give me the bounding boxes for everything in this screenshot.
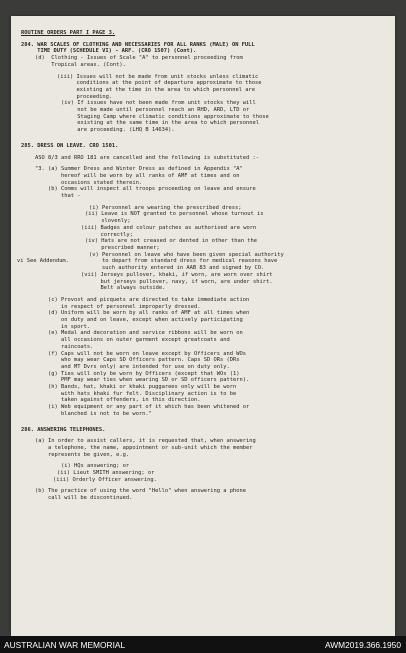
item-284-title-cont: TIME DUTY (SCHEDULE VI) - ARF. (CRO 1507) (Cont). bbox=[21, 48, 197, 55]
item-285-e-line: raincoats. bbox=[35, 343, 94, 350]
item-285-b-ii: slovenly; bbox=[85, 218, 131, 225]
item-285-b-v: such authority entered in AAB 83 and signed by CO. bbox=[89, 265, 265, 272]
item-285-e-line: (e) Medal and decoration and service ribbons will be worn on bbox=[35, 330, 243, 337]
item-285-b-iii: (iii) Badges and colour patches as authorised are worn bbox=[81, 224, 257, 231]
item-285-d-line: on duty and on leave, except when actively participating bbox=[35, 317, 243, 324]
item-284-iii-line: existing at the time in the area to which personnel are bbox=[57, 86, 255, 93]
item-285-f-line: and MT Dvrs only) are intended for use on duty only. bbox=[35, 363, 230, 370]
item-285-i-line: blanched is not to be worn." bbox=[35, 410, 152, 417]
item-286-a-line: a telephone, the name, appointment or sub-unit which the member bbox=[35, 444, 253, 451]
item-285-b-line: (b) Comms will inspect all troops proceeding on leave and ensure bbox=[35, 186, 256, 193]
item-285-b-iv: (iv) Hats are not creased or dented in other than the bbox=[85, 238, 258, 245]
item-284-iv-line: Staging Camp where climatic conditions approximate to those bbox=[61, 113, 269, 120]
item-284-d-line: (d) Clothing - Issues of Scale "A" to personnel proceeding from bbox=[35, 55, 243, 62]
item-285-h-line: with hats khaki fur felt. Disciplinary action is to be bbox=[35, 390, 237, 397]
item-284-iv-line: are proceeding. (LHQ B 14634). bbox=[61, 127, 175, 134]
item-284-iii-line: conditions at the point of departure approximate to those bbox=[57, 80, 262, 87]
item-285-a-line: hereof will be worn by all ranks of AMF at times and on bbox=[35, 172, 240, 179]
item-284-d-line: Tropical areas. (Cont). bbox=[35, 61, 126, 68]
item-285-b-i: (i) Personnel are wearing the prescribed dress; bbox=[89, 204, 242, 211]
item-285-a-line: "3. (a) Summer Dress and Winter Dress as defined in Appendix "A" bbox=[35, 166, 243, 173]
item-286-a-line: represents be given, e.g. bbox=[35, 451, 130, 458]
archive-footer-bar bbox=[0, 636, 406, 653]
item-285-g-line: (g) Ties will only be worn by Officers (except that WOs (1) bbox=[35, 370, 240, 377]
item-286-a-ii: (ii) Lieut SMITH answering; or bbox=[57, 470, 155, 477]
document-page bbox=[11, 16, 395, 636]
item-285-b-vii: but jerseys pullover, navy, if worn, are under shirt. bbox=[81, 278, 273, 285]
item-285-title: 285. DRESS ON LEAVE. CRO 1501. bbox=[21, 142, 119, 149]
item-285-h-line: taken against offenders, in this direction. bbox=[35, 397, 201, 404]
item-286-a-iii: (iii) Orderly Officer answering. bbox=[53, 476, 157, 483]
item-284-iv-line: existing at the same time in the area to which personnel bbox=[61, 120, 259, 127]
item-286-title: 286. ANSWERING TELEPHONES. bbox=[21, 426, 106, 433]
item-285-c-line: in respect of personnel improperly dressed. bbox=[35, 303, 201, 310]
item-285-d-line: in sport. bbox=[35, 323, 91, 330]
item-286-b-line: call will be discontinued. bbox=[35, 495, 133, 502]
item-286-a-line: (a) In order to assist callers, it is requested that, when answering bbox=[35, 438, 256, 445]
item-285-e-line: all occasions on outer garment except greatcoats and bbox=[35, 337, 230, 344]
item-285-c-line: (c) Provost and picquets are directed to take immediate action bbox=[35, 296, 250, 303]
item-285-h-line: (h) Bands, hat, khaki or khaki puggarees only will be worn bbox=[35, 384, 237, 391]
item-285-f-line: who may wear Caps SD Officers pattern. Caps SD ORs (DRs bbox=[35, 357, 240, 364]
item-284-iv-line: not be made until personnel reach an RHD, ARD, LTD or bbox=[61, 107, 250, 114]
item-285-b-iii: correctly; bbox=[81, 231, 133, 238]
item-285-b-vii: (vii) Jerseys pullover, khaki, if worn, are worn over shirt bbox=[81, 271, 273, 278]
item-285-b-v: to depart from standard dress for medical reasons have vi See Addendum. bbox=[17, 258, 278, 265]
item-285-d-line: (d) Uniform will be worn by all ranks of AMF at all times when bbox=[35, 310, 250, 317]
item-285-intro: ASO 8/3 and RRO 181 are cancelled and the following is substituted :- bbox=[35, 154, 259, 161]
footer-institution: AUSTRALIAN WAR MEMORIAL bbox=[4, 640, 126, 650]
item-284-iii-line: (iii) Issues will not be made from unit stocks unless climatic bbox=[57, 73, 259, 80]
item-285-b-iv: prescribed manner; bbox=[85, 244, 160, 251]
item-285-b-vii: Belt always outside. bbox=[81, 285, 166, 292]
item-286-a-i: (i) HQs answering; or bbox=[61, 463, 130, 470]
item-285-b-ii: (ii) Leave is NOT granted to personnel whose turnout is bbox=[85, 211, 264, 218]
item-284-title: 284. WAR SCALES OF CLOTHING AND NECESSARIES FOR ALL RANKS (MALE) ON FULL bbox=[21, 41, 255, 48]
item-285-a-line: occasions stated therein. bbox=[35, 179, 143, 186]
item-285-g-line: PMF may wear ties when wearing SD or SD officers pattern). bbox=[35, 377, 250, 384]
item-284-iv-line: (iv) If issues have not been made from unit stocks they will bbox=[61, 100, 256, 107]
document-body bbox=[17, 30, 389, 502]
item-285-b-v: (v) Personnel on leave who have been given special authority bbox=[89, 251, 284, 258]
item-284-iii-line: proceeding. bbox=[57, 93, 113, 100]
item-286-b-line: (b) The practice of using the word "Hello" when answering a phone bbox=[35, 488, 246, 495]
item-285-i-line: (i) Web equipment or any part of it which has been whitened or bbox=[35, 404, 250, 411]
item-285-b-line: that - bbox=[35, 193, 81, 200]
footer-accession-number: AWM2019.366.1950 bbox=[324, 640, 401, 650]
item-285-f-line: (f) Caps will not be worn on leave except by Officers and WOs bbox=[35, 350, 246, 357]
addendum-note: vi See Addendum. bbox=[17, 258, 69, 265]
page-header: ROUTINE ORDERS PART I PAGE 3. bbox=[21, 30, 116, 36]
